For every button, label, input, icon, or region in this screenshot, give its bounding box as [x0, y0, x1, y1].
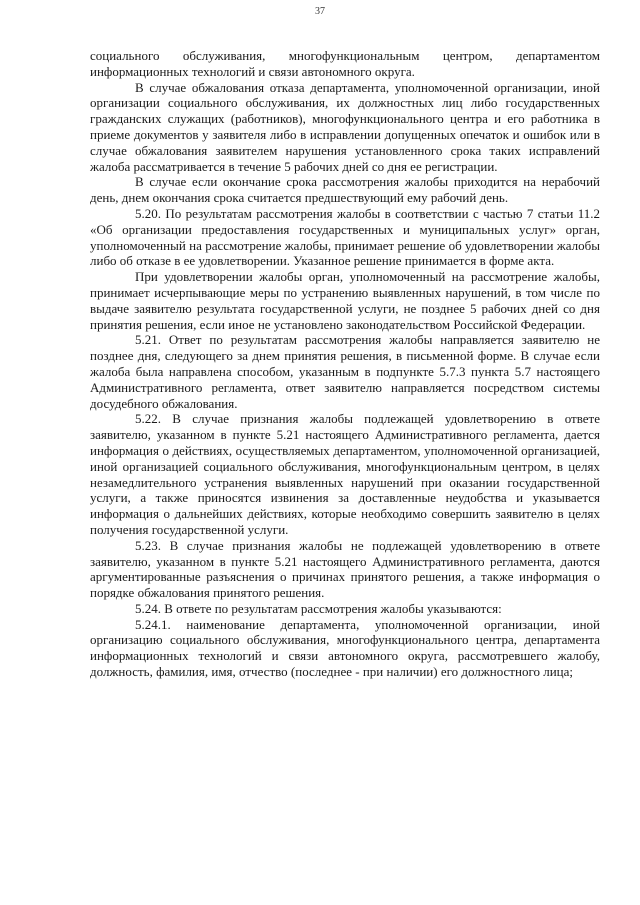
- page-number: 37: [315, 6, 325, 17]
- paragraph-5-22: 5.22. В случае признания жалобы подлежащей удовлетворению в ответе заявителю, указанном в пункте 5.21 настоящего Административного регламента, дается информация о действиях, осуществляемых департаментом, уполномоченной организацией, иной организацией социального обслуживания, многофункциональным центром, в целях незамедлительного устранения выявленных нарушений при оказании государственной услуги, а также приносятся извинения за доставленные неудобства и указывается информация о дальнейших действиях, которые необходимо совершить заявителю в целях получения государственной услуги.: [90, 411, 600, 537]
- paragraph-nonworking-day: В случае если окончание срока рассмотрения жалобы приходится на нерабочий день, днем окончания срока считается предшествующий ему рабочий день.: [90, 174, 600, 206]
- paragraph-5-24: 5.24. В ответе по результатам рассмотрения жалобы указываются:: [135, 600, 502, 616]
- document-body: [90, 48, 600, 680]
- paragraph-continuation: социального обслуживания, многофункциональным центром, департаментом информационных технологий и связи автономного округа.: [90, 48, 600, 79]
- paragraph-satisfaction-measures: При удовлетворении жалобы орган, уполномоченный на рассмотрение жалобы, принимает исчерпывающие меры по устранению выявленных нарушений, в том числе по выдаче заявителю результата государственной услуги, не позднее 5 рабочих дней со дня принятия решения, если иное не установлено законодательством Российской Федерации.: [90, 269, 600, 332]
- paragraph-5-24-1: 5.24.1. наименование департамента, уполномоченной организации, иной организацию социального обслуживания, многофункционального центра, департамента информационных технологий и связи автономного округа, рассмотревшего жалобу, должность, фамилия, имя, отчество (последнее - при наличии) его должностного лица;: [90, 616, 600, 680]
- paragraph-5-21: 5.21. Ответ по результатам рассмотрения жалобы направляется заявителю не позднее дня, следующего за днем принятия решения, в письменной форме. В случае если жалоба была направлена способом, указанным в подпункте 5.7.3 пункта 5.7 настоящего Административного регламента, ответ заявителю направляется посредством системы досудебного обжалования.: [90, 332, 600, 411]
- paragraph-5-20: 5.20. По результатам рассмотрения жалобы в соответствии с частью 7 статьи 11.2 «Об организации предоставления государственных и муниципальных услуг» орган, уполномоченный на рассмотрение жалобы, принимает решение об удовлетворении жалобы либо об отказе в ее удовлетворении. Указанное решение принимается в форме акта.: [90, 205, 600, 269]
- paragraph-5-23: 5.23. В случае признания жалобы не подлежащей удовлетворению в ответе заявителю, указанном в пункте 5.21 настоящего Административного регламента, даются аргументированные разъяснения о причинах принятого решения, а также информация о порядке обжалования принятого решения.: [90, 537, 600, 601]
- paragraph-appeal-refusal: В случае обжалования отказа департамента, уполномоченной организации, иной организации социального обслуживания, их должностных лиц либо государственных гражданских служащих (работников), многофункционального центра и его работника в приеме документов у заявителя либо в исправлении допущенных опечаток и ошибок или в случае обжалования заявителем нарушения установленного срока таких исправлений жалоба рассматривается в течение 5 рабочих дней со дня ее регистрации.: [90, 79, 600, 174]
